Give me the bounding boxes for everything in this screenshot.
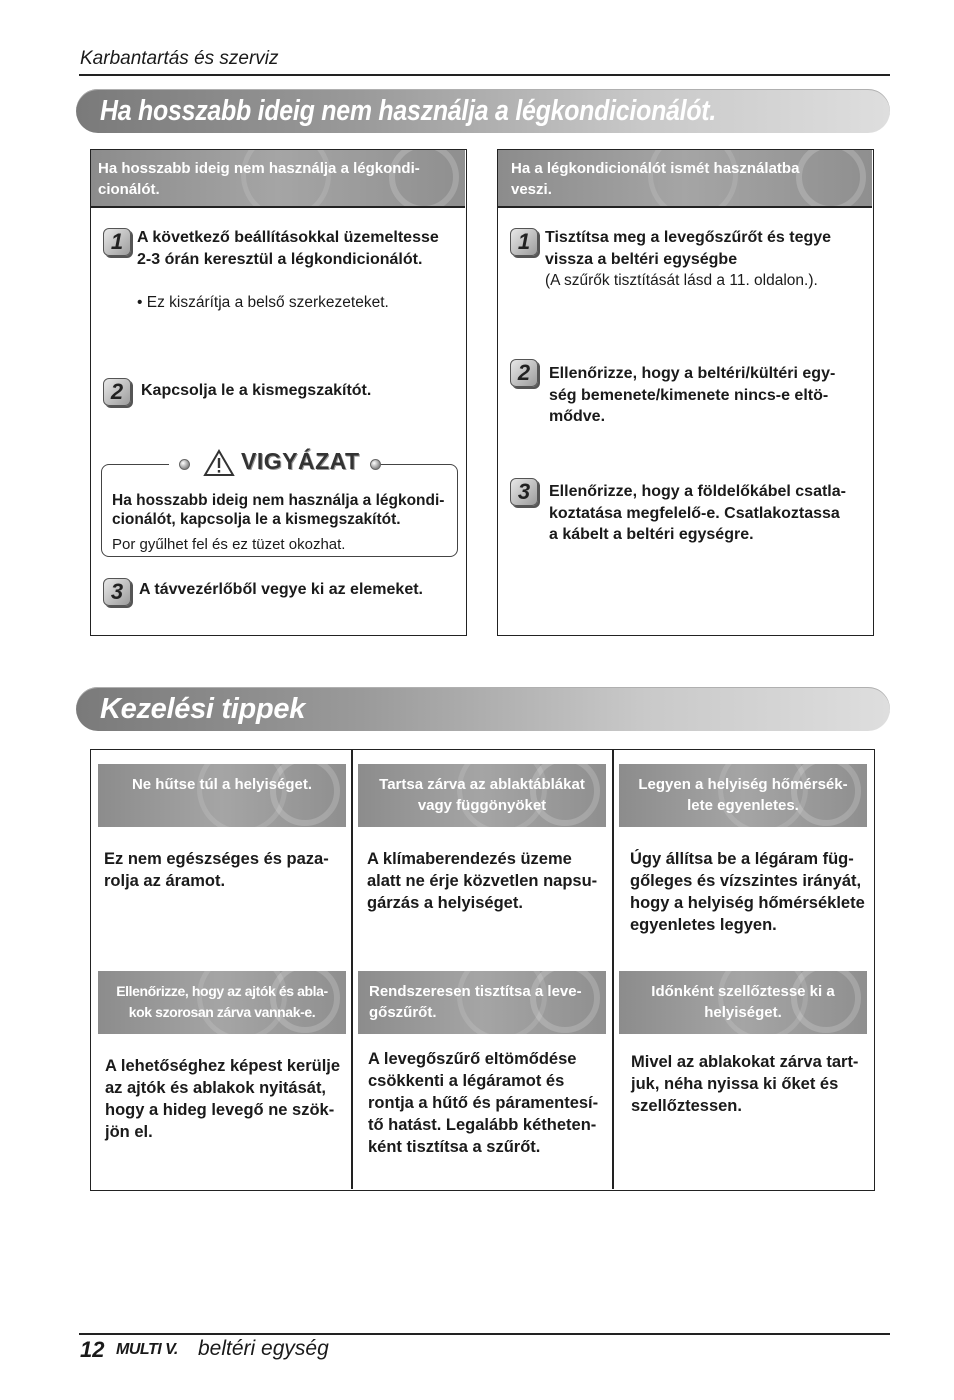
- grid-divider: [351, 750, 353, 1189]
- page-number: 12: [80, 1337, 105, 1362]
- tip-body-line: hogy a helyiség hőmérséklete: [630, 894, 865, 912]
- box-heading-line2: veszi.: [511, 181, 552, 198]
- multi-v-logo: MULTI V.: [116, 1341, 178, 1358]
- tip-body-line: Úgy állítsa be a légáram füg-: [630, 850, 854, 868]
- tip-heading-line: Tartsa zárva az ablaktáblákat: [379, 776, 585, 793]
- tip-body-line: gőleges és vízszintes irányát,: [630, 872, 862, 890]
- tip-body-line: rontja a hűtő és páramentesí-: [368, 1094, 599, 1112]
- header-rule: [79, 74, 890, 76]
- tip-heading: [358, 764, 606, 827]
- box-heading: [91, 150, 465, 206]
- caution-label: VIGYÁZAT: [241, 448, 360, 474]
- caution-header: [169, 446, 379, 480]
- step-1-text: [545, 227, 865, 270]
- tip-body-line: jön el.: [105, 1123, 153, 1141]
- tip-body-line: ként tisztítsa a szűrőt.: [368, 1138, 541, 1156]
- grid-divider: [612, 750, 614, 1189]
- tip-heading-line: lete egyenletes.: [687, 797, 799, 814]
- step-3-badge: 3: [103, 578, 131, 606]
- step-3-text: A távvezérlőből vegye ki az elemeket.: [139, 581, 423, 598]
- caution-note: Por gyűlhet fel és ez tüzet okozhat.: [112, 536, 346, 553]
- tip-heading-line: kok szorosan zárva vannak-e.: [128, 1004, 316, 1020]
- tip-heading-line: Időnként szellőztesse ki a: [651, 983, 835, 1000]
- tip-heading: [619, 971, 867, 1034]
- tip-body-line: hogy a hideg levegő ne szök-: [105, 1101, 335, 1119]
- tip-heading: [619, 764, 867, 827]
- tip-body-line: egyenletes legyen.: [630, 916, 777, 934]
- tips-grid: [90, 749, 875, 1191]
- step-3-text: [549, 481, 869, 546]
- tip-body: [631, 1051, 871, 1117]
- step-2-line1: Ellenőrizze, hogy a beltéri/kültéri egy-: [549, 365, 836, 382]
- footer-text: beltéri egység: [198, 1337, 329, 1360]
- tip-heading-line: Ne hűtse túl a helyiséget.: [131, 776, 313, 793]
- step-2-text: Kapcsolja le a kismegszakítót.: [141, 382, 372, 399]
- section-banner: [76, 687, 890, 731]
- step-1-line1: A következő beállításokkal üzemeltesse: [137, 229, 439, 246]
- tip-heading: [358, 971, 606, 1034]
- tip-body-line: az ajtók és ablakok nyitását,: [105, 1079, 327, 1097]
- caution-text: [112, 491, 452, 529]
- caution-line1: Ha hosszabb ideig nem használja a légkondi-: [112, 492, 445, 509]
- step-2-badge: 2: [510, 359, 538, 387]
- box-heading-line2: cionálót.: [98, 181, 160, 198]
- page-header: Karbantartás és szerviz: [80, 48, 279, 69]
- step-3-line1: Ellenőrizze, hogy a földelőkábel csatla-: [549, 483, 846, 500]
- caution-dot-right: [370, 459, 381, 470]
- tip-body: [368, 1048, 608, 1158]
- section-title: Ha hosszabb ideig nem használja a légkondicionálót.: [100, 95, 717, 127]
- step-1-note: (A szűrők tisztítását lásd a 11. oldalon.).: [545, 272, 818, 289]
- tip-heading-line: gőszűrőt.: [369, 1004, 437, 1021]
- step-1-line2: vissza a beltéri egységbe: [545, 250, 738, 268]
- step-2-line2: ség bemenete/kimenete nincs-e eltö-: [549, 386, 829, 404]
- tip-body-line: csökkenti a légáramot és: [368, 1072, 565, 1090]
- step-1-text: [137, 227, 457, 270]
- tip-body-line: A levegőszűrő eltömődése: [368, 1050, 577, 1068]
- step-2-badge: 2: [103, 378, 131, 406]
- footer-rule: [79, 1333, 890, 1335]
- tip-body-line: Ez nem egészséges és paza-: [104, 850, 329, 868]
- tip-body: [105, 1055, 345, 1143]
- step-3-badge: 3: [510, 478, 538, 506]
- caution-dot-left: [179, 459, 190, 470]
- tip-body-line: A klímaberendezés üzeme: [367, 850, 572, 868]
- step-2-text: [549, 363, 869, 428]
- tip-heading-line: vagy függönyöket: [417, 797, 547, 814]
- tip-heading-line: Rendszeresen tisztítsa a leve-: [369, 983, 582, 1000]
- box-heading: [498, 150, 872, 206]
- tip-body-line: gárzás a helyiséget.: [367, 894, 523, 912]
- tip-body-line: A lehetőséghez képest kerülje: [105, 1057, 341, 1075]
- step-1-badge: 1: [510, 228, 538, 256]
- step-2-line3: mődve.: [549, 408, 606, 425]
- tip-heading: [98, 971, 346, 1034]
- tip-heading-line: Ellenőrizze, hogy az ajtók és abla-: [116, 983, 328, 999]
- tip-heading-line: Legyen a helyiség hőmérsék-: [638, 776, 848, 793]
- tip-body-line: tő hatást. Legalább kétheten-: [368, 1116, 597, 1134]
- tip-body: [630, 848, 870, 936]
- step-3-line3: a kábelt a beltéri egységre.: [549, 526, 754, 543]
- box-heading-line1: Ha hosszabb ideig nem használja a légkondi-: [98, 160, 420, 177]
- tip-body: [104, 848, 344, 892]
- box-heading-line1: Ha a légkondicionálót ismét használatba: [511, 160, 800, 177]
- section-title: Kezelési tippek: [100, 693, 306, 725]
- step-1-line1: Tisztítsa meg a levegőszűrőt és tegye: [545, 229, 832, 246]
- step-1-note: • Ez kiszárítja a belső szerkezeteket.: [137, 294, 389, 311]
- tip-body-line: Mivel az ablakokat zárva tart-: [631, 1053, 859, 1071]
- storage-instructions-box: [90, 149, 467, 636]
- step-1-badge: 1: [103, 228, 131, 256]
- caution-line2: cionálót, kapcsolja le a kismegszakítót.: [112, 511, 401, 528]
- reuse-instructions-box: [497, 149, 874, 636]
- tip-body-line: rolja az áramot.: [104, 872, 226, 890]
- warning-triangle-icon: [203, 449, 235, 477]
- section-banner: [76, 89, 890, 133]
- step-3-line2: koztatása megfelelő-e. Csatlakoztassa: [549, 504, 840, 522]
- tip-heading-line: helyiséget.: [704, 1004, 782, 1021]
- tip-heading: [98, 764, 346, 827]
- tip-body-line: juk, néha nyissa ki őket és: [631, 1075, 839, 1093]
- tip-body-line: alatt ne érje közvetlen napsu-: [367, 872, 598, 890]
- tip-body-line: szellőztessen.: [631, 1097, 742, 1115]
- tip-body: [367, 848, 607, 914]
- step-1-line2: 2-3 órán keresztül a légkondicionálót.: [137, 250, 423, 268]
